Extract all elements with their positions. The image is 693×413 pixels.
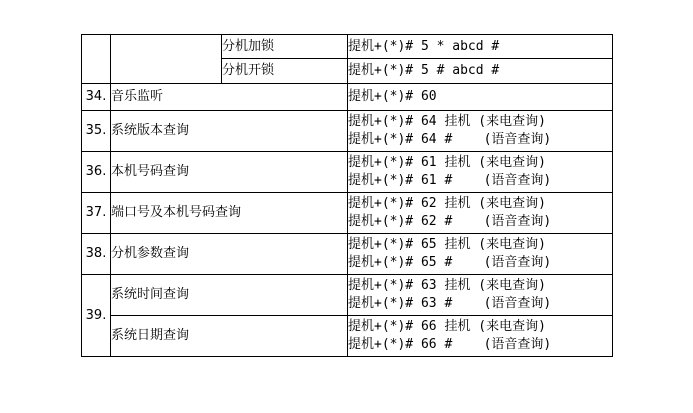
feature-name-cell	[111, 35, 222, 84]
table-row	[82, 35, 613, 59]
table-row	[82, 84, 613, 111]
feature-name: 分机参数查询	[111, 234, 348, 275]
table-row	[82, 193, 613, 234]
row-number: 38.	[82, 234, 111, 275]
command-code: 提机+(*)# 5 # abcd #	[348, 59, 613, 84]
command-line-callerid: 提机+(*)# 61 挂机 (来电查询)	[348, 155, 546, 170]
feature-name: 系统版本查询	[111, 111, 348, 152]
command-line-callerid: 提机+(*)# 64 挂机 (来电查询)	[348, 114, 546, 129]
command-code: 提机+(*)# 5 * abcd #	[348, 35, 613, 59]
row-number: 34.	[82, 84, 111, 111]
feature-name: 系统时间查询	[111, 275, 348, 316]
command-line-voice: 提机+(*)# 63 # (语音查询)	[348, 296, 552, 311]
command-line-voice: 提机+(*)# 62 # (语音查询)	[348, 214, 552, 229]
feature-name: 端口号及本机号码查询	[111, 193, 348, 234]
table-row	[82, 234, 613, 275]
command-line-voice: 提机+(*)# 65 # (语音查询)	[348, 255, 552, 270]
command-code	[348, 316, 613, 357]
table-row	[82, 152, 613, 193]
feature-name: 本机号码查询	[111, 152, 348, 193]
table-row	[82, 111, 613, 152]
command-line-voice: 提机+(*)# 64 # (语音查询)	[348, 132, 552, 147]
feature-name: 音乐监听	[111, 84, 348, 111]
command-code	[348, 275, 613, 316]
table-row	[82, 316, 613, 357]
command-line-callerid: 提机+(*)# 66 挂机 (来电查询)	[348, 319, 546, 334]
command-line-voice: 提机+(*)# 66 # (语音查询)	[348, 337, 552, 352]
command-code: 提机+(*)# 60	[348, 84, 613, 111]
command-line-voice: 提机+(*)# 61 # (语音查询)	[348, 173, 552, 188]
row-number: 37.	[82, 193, 111, 234]
sub-feature-name: 分机开锁	[222, 59, 348, 84]
command-line-callerid: 提机+(*)# 62 挂机 (来电查询)	[348, 196, 546, 211]
command-code	[348, 152, 613, 193]
command-code	[348, 111, 613, 152]
command-line-callerid: 提机+(*)# 65 挂机 (来电查询)	[348, 237, 546, 252]
sub-feature-name: 分机加锁	[222, 35, 348, 59]
command-table	[81, 34, 613, 357]
row-number: 35.	[82, 111, 111, 152]
table-row	[82, 275, 613, 316]
command-line-callerid: 提机+(*)# 63 挂机 (来电查询)	[348, 278, 546, 293]
row-number: 39.	[82, 275, 111, 357]
feature-name: 系统日期查询	[111, 316, 348, 357]
row-number: 36.	[82, 152, 111, 193]
command-code	[348, 193, 613, 234]
row-number-cell	[82, 35, 111, 84]
command-code	[348, 234, 613, 275]
